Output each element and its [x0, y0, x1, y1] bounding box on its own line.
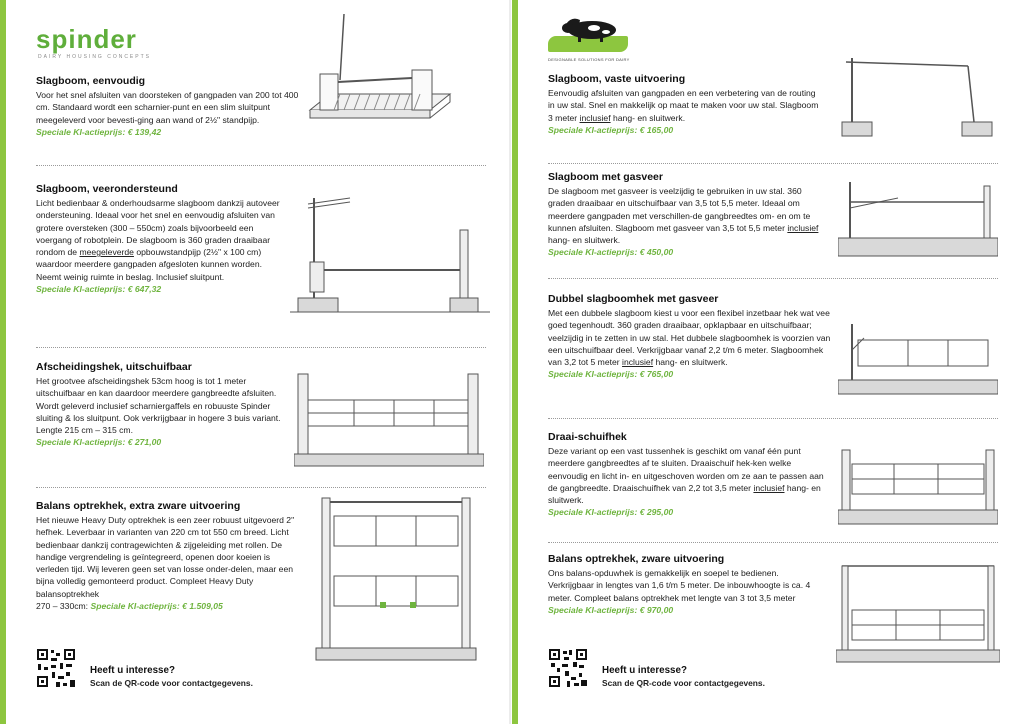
section-slagboom-met-gasveer: [548, 170, 826, 259]
section-divider: [548, 542, 998, 543]
price-label: Speciale KI-actieprijs: € 271,00: [36, 437, 162, 448]
slagboom-vaste-illustration: [838, 52, 998, 142]
dubbel-slagboomhek-illustration: [838, 320, 998, 400]
cta-subtitle: Scan de QR-code voor contactgegevens.: [602, 678, 765, 688]
slagboom-eenvoudig-illustration: [300, 14, 460, 132]
cta-title: Heeft u interesse?: [90, 665, 175, 676]
qr-code-icon[interactable]: [548, 648, 588, 688]
balans-optrekhek-zwaar-illustration: [836, 556, 1000, 666]
body-text: De slagboom met gasveer is veelzijdig te gebruiken in uw stal. 360 graden draaibaar en uitschuifbaar van 3,5 tot 5,5 meter. Ideaal om meerdere gangpaden met verschillen-de gangbreedtes om- en om te kunnen afsluiten. Slagboom met gasveer van 3,5 tot 5,5 meter: [548, 186, 811, 233]
section-title: Afscheidingshek, uitschuifbaar: [36, 361, 192, 373]
spinder-logo: [36, 26, 151, 60]
afscheidingshek-illustration: [294, 370, 484, 470]
draai-schuifhek-illustration: [838, 446, 998, 528]
section-afscheidingshek: [36, 360, 282, 449]
logo-tagline: DAIRY HOUSING CONCEPTS: [38, 54, 151, 60]
section-body: Voor het snel afsluiten van doorsteken of gangpaden van 200 tot 400 cm. Standaard wordt een scharnier-punt en een slim sluitpunt meegeleverd voor bevesti-ging aan wand of 2½" standpijp.: [36, 90, 299, 125]
price-label: Speciale KI-actieprijs: € 450,00: [548, 247, 674, 258]
section-body: [36, 197, 280, 283]
price-label: Speciale KI-actieprijs: € 970,00: [548, 604, 674, 615]
cta-subtitle: Scan de QR-code voor contactgegevens.: [90, 678, 253, 688]
section-title: Balans optrekhek, extra zware uitvoering: [36, 500, 241, 512]
price-label: Speciale KI-actieprijs: € 647,32: [36, 284, 162, 295]
section-draai-schuifhek: [548, 430, 830, 519]
balans-optrekhek-extra-illustration: [312, 494, 482, 664]
section-body: Het nieuwe Heavy Duty optrekhek is een zeer robuust uitgevoerd 2" hefhek. Leverbaar in varianten van 220 cm tot 550 cm breed. Licht bedienbaar dankzij contragewichten & zijgeleiding met rollen. De handige vergrendeling is geïntegreerd, openen door koeien is verleden tijd. Wij leveren geen set van losse onder-delen, maar een bijna volledig gemonteerd product. Compleet Heavy Duty balansoptrekhek: [36, 515, 295, 599]
body-text: Eenvoudig afsluiten van gangpaden en een verbetering van de routing in uw stal. Snel en makkelijk op maat te maken voor uw stal. Slagboom 3 meter: [548, 88, 819, 123]
section-divider: [36, 165, 486, 166]
section-divider: [36, 487, 486, 488]
section-title: Balans optrekhek, zware uitvoering: [548, 553, 725, 565]
cow-icon: [548, 12, 632, 42]
right-accent-bar: [512, 0, 518, 724]
section-balans-optrekhek-zwaar: [548, 552, 824, 616]
body-text: Deze variant op een vast tussenhek is geschikt om vanaf één punt meerdere gangbreedtes af te sluiten. Draaischuif hek-ken welke eenvoudig en licht in- en uitgeschoven worden om ze aan te passen aan de gangbreedte. Draaischuifhek van 2,2 tot 3,5 meter: [548, 446, 824, 493]
section-slagboom-eenvoudig: [36, 74, 306, 138]
body-text: hang- en sluitwerk.: [610, 112, 686, 123]
interest-cta: [602, 664, 765, 689]
section-dubbel-slagboomhek: [548, 292, 832, 381]
logo-tagline: DESIGNABLE SOLUTIONS FOR DAIRY: [548, 57, 630, 62]
section-title: Slagboom met gasveer: [548, 171, 663, 183]
price-label: Speciale KI-actieprijs: € 1.509,05: [90, 601, 223, 612]
price-label: Speciale KI-actieprijs: € 165,00: [548, 124, 674, 135]
section-body: [548, 87, 824, 124]
size-line: [36, 600, 300, 612]
size-label: 270 – 330cm:: [36, 601, 91, 612]
page-spine: [509, 0, 511, 724]
section-body: [548, 445, 830, 506]
designable-dairy-logo: [548, 10, 632, 64]
section-balans-optrekhek-extra: [36, 499, 300, 612]
qr-code-icon[interactable]: [36, 648, 76, 688]
section-body: Ons balans-opduwhek is gemakkelijk en soepel te bedienen. Verkrijgbaar in lengtes van 1,6 t/m 5 meter. De inbouwhoogte is ca. 4 meter. Compleet balans optrekhek met lengte van 3 tot 3,5 meter: [548, 568, 811, 603]
section-body: [548, 307, 832, 368]
section-body: Het grootvee afscheidingshek 53cm hoog is tot 1 meter uitschuifbaar en kan daardoor meerdere gangbreedte afsluiten. Wordt geleverd inclusief scharniergaffels en robuuste Spinder sluiting & los sluitpunt. Ook verkrijgbaar in hogere 3 buis variant. Lengte 215 cm – 315 cm.: [36, 376, 281, 436]
section-divider: [548, 163, 998, 164]
body-text: hang- en sluitwerk.: [548, 235, 621, 246]
section-title: Dubbel slagboomhek met gasveer: [548, 293, 719, 305]
body-text: Met een dubbele slagboom kiest u voor een flexibel inzetbaar hek wat vee goed tegenhoudt. 360 graden draaibaar, opklapbaar en uitschuifbaar; veelzijdig in te zetten in uw stal. Het dubbele slagboomhek is voorzien van een uitschuifbaar deel. Verkrijgbaar vanaf 2,2 t/m 6 meter. Slagboomhek van 3,2 tot 5 meter: [548, 308, 831, 368]
cta-title: Heeft u interesse?: [602, 665, 687, 676]
price-label: Speciale KI-actieprijs: € 765,00: [548, 369, 674, 380]
body-underlined: inclusief: [622, 357, 654, 368]
section-title: Draai-schuifhek: [548, 431, 627, 443]
logo-wordmark: spinder: [36, 24, 137, 54]
section-body: [548, 185, 826, 246]
section-slagboom-veerondersteund: [36, 182, 280, 295]
body-text: Licht bedienbaar & onderhoudsarme slagboom dankzij autoveer ondersteuning. Ideaal voor het snel en eenvoudig afsluiten van grotere oversteken (300 – 550cm) zoals bijvoorbeeld een voergang of robotplein. De slagboom is 360 graden draaibaar rondom de: [36, 198, 280, 258]
slagboom-veerondersteund-illustration: [290, 190, 490, 330]
body-text: hang- en sluitwerk.: [653, 357, 728, 368]
slagboom-gasveer-illustration: [838, 178, 998, 262]
body-underlined: meegeleverde: [79, 247, 134, 258]
left-accent-bar: [0, 0, 6, 724]
section-divider: [548, 278, 998, 279]
section-divider: [548, 418, 998, 419]
body-underlined: inclusief: [579, 112, 611, 123]
section-title: Slagboom, veerondersteund: [36, 183, 178, 195]
section-divider: [36, 347, 486, 348]
section-title: Slagboom, vaste uitvoering: [548, 73, 686, 85]
section-slagboom-vaste-uitvoering: [548, 72, 824, 136]
section-title: Slagboom, eenvoudig: [36, 75, 146, 87]
body-text: hang- en sluitwerk.: [548, 482, 821, 506]
price-label: Speciale KI-actieprijs: € 139,42: [36, 126, 162, 137]
price-label: Speciale KI-actieprijs: € 295,00: [548, 507, 674, 518]
interest-cta: [90, 664, 253, 689]
body-text: opbouwstandpijp (2½" x 100 cm) waardoor meerdere gangpaden afgesloten kunnen worden. Neemt weinig ruimte in beslag. Inclusief sluitpunt.: [36, 247, 262, 282]
body-underlined: inclusief: [753, 482, 785, 493]
body-underlined: inclusief: [787, 222, 819, 233]
